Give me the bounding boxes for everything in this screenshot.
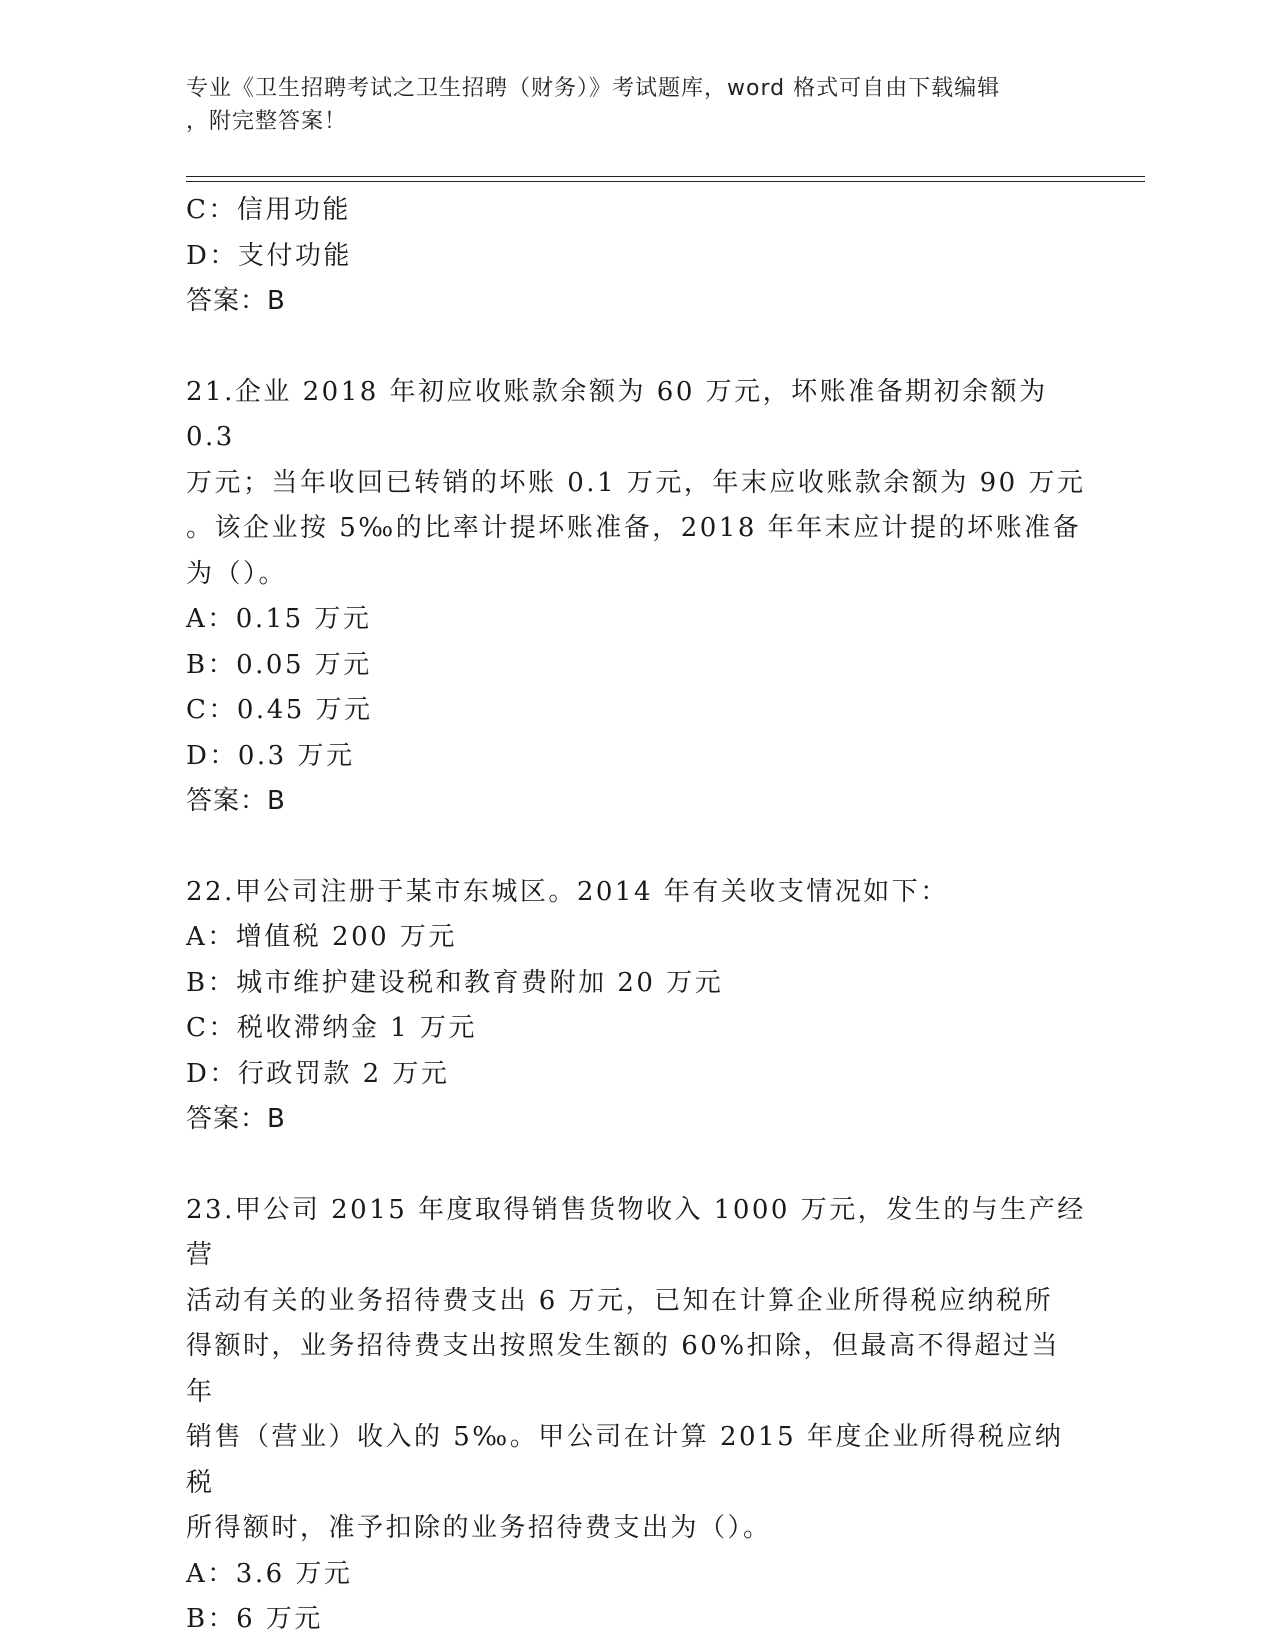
- option-d: D：行政罚款 2 万元: [186, 1058, 450, 1089]
- question-content: [186, 188, 1086, 1643]
- question-stem-line: 销售（营业）收入的 5‰。甲公司在计算 2015 年度企业所得税应纳税: [186, 1422, 1064, 1498]
- question-22: [186, 870, 1086, 1143]
- question-23: [186, 1188, 1086, 1643]
- question-stem-line: 所得额时，准予扣除的业务招待费支出为（）。: [186, 1513, 772, 1543]
- option-d: D：支付功能: [186, 240, 352, 271]
- answer-line: 答案：B: [186, 786, 286, 816]
- option-c: C：税收滞纳金 1 万元: [186, 1013, 477, 1043]
- document-header: [186, 72, 1066, 138]
- option-c: C：信用功能: [186, 195, 351, 225]
- option-b: B：0.05 万元: [186, 649, 372, 680]
- option-c: C：0.45 万元: [186, 695, 373, 725]
- question-21: [186, 370, 1086, 825]
- question-stem-line: 21.企业 2018 年初应收账款余额为 60 万元，坏账准备期初余额为 0.3: [186, 376, 1048, 452]
- header-divider-bottom: [186, 181, 1145, 182]
- question-stem-line: 23.甲公司 2015 年度取得销售货物收入 1000 万元，发生的与生产经营: [186, 1194, 1086, 1270]
- option-a: A：增值税 200 万元: [186, 922, 457, 952]
- header-line-2: ，附完整答案！: [186, 109, 348, 134]
- question-stem-line: 。该企业按 5‰的比率计提坏账准备，2018 年年末应计提的坏账准备: [186, 513, 1082, 543]
- previous-question-tail: [186, 188, 1086, 325]
- question-stem-line: 活动有关的业务招待费支出 6 万元，已知在计算企业所得税应纳税所: [186, 1285, 1054, 1316]
- question-stem-line: 万元；当年收回已转销的坏账 0.1 万元，年末应收账款余额为 90 万元: [186, 467, 1086, 498]
- question-stem-line: 22.甲公司注册于某市东城区。2014 年有关收支情况如下：: [186, 876, 949, 907]
- question-stem-line: 得额时，业务招待费支出按照发生额的 60%扣除，但最高不得超过当年: [186, 1331, 1061, 1407]
- option-a: A：0.15 万元: [186, 604, 372, 634]
- answer-line: 答案：B: [186, 286, 286, 316]
- answer-line: 答案：B: [186, 1104, 286, 1134]
- header-line-1: 专业《卫生招聘考试之卫生招聘（财务）》考试题库，word 格式可自由下载编辑: [186, 76, 1001, 101]
- option-d: D：0.3 万元: [186, 740, 355, 771]
- option-b: B：城市维护建设税和教育费附加 20 万元: [186, 967, 724, 998]
- option-a: A：3.6 万元: [186, 1558, 353, 1589]
- question-stem-line: 为（）。: [186, 558, 288, 589]
- option-b: B：6 万元: [186, 1604, 323, 1634]
- header-divider-top: [186, 176, 1145, 177]
